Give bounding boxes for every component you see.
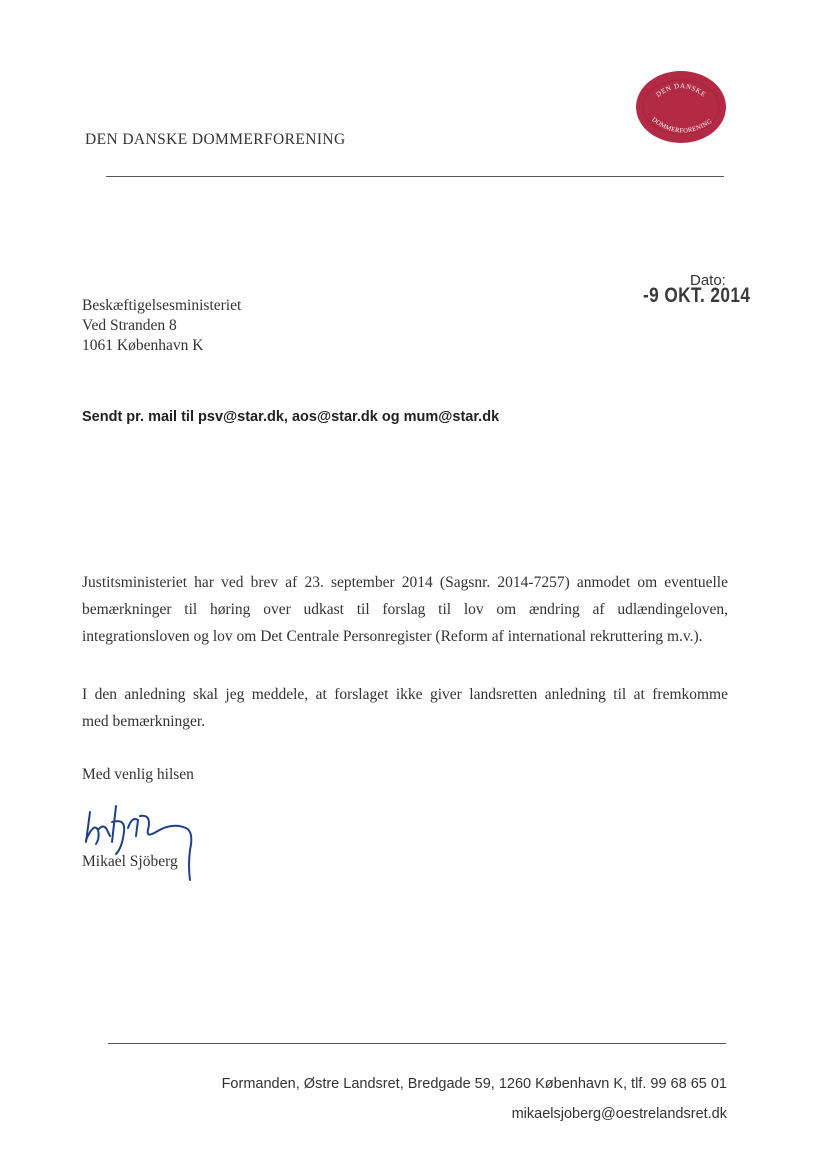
organization-seal-logo xyxy=(635,70,727,144)
recipient-city: 1061 København K xyxy=(82,337,204,354)
seal-text-top: DEN DANSKE xyxy=(654,81,708,99)
date-label: Dato: xyxy=(690,272,726,289)
footer-address: Formanden, Østre Landsret, Bredgade 59, 1260 København K, tlf. 99 68 65 01 xyxy=(221,1076,727,1092)
date-stamp: -9 OKT. 2014 xyxy=(643,284,751,307)
footer-divider xyxy=(108,1043,726,1044)
paragraph-line: med bemærkninger. xyxy=(82,713,206,730)
body-paragraph-1 xyxy=(82,569,728,650)
paragraph-line: I den anledning skal jeg meddele, at forslaget ikke giver landsretten anledning til at fremkomme xyxy=(82,686,728,703)
footer-email: mikaelsjoberg@oestrelandsret.dk xyxy=(511,1106,727,1122)
body-paragraph-2 xyxy=(82,681,728,735)
letterhead-organization: DEN DANSKE DOMMERFORENING xyxy=(85,131,346,148)
seal-text-bottom: DOMMERFORENING xyxy=(650,116,714,135)
recipient-name: Beskæftigelsesministeriet xyxy=(82,297,242,314)
recipient-street: Ved Stranden 8 xyxy=(82,317,177,334)
paragraph-line: bemærkninger til høring over udkast til forslag til lov om ændring af udlændingeloven, xyxy=(82,601,728,618)
paragraph-line: Justitsministeriet har ved brev af 23. september 2014 (Sagsnr. 2014-7257) anmodet om eventuelle xyxy=(82,574,728,591)
paragraph-line: integrationsloven og lov om Det Centrale Personregister (Reform af international rekruttering m.v.). xyxy=(82,628,703,645)
closing-salutation: Med venlig hilsen xyxy=(82,766,194,783)
sent-by-mail-line: Sendt pr. mail til psv@star.dk, aos@star.dk og mum@star.dk xyxy=(82,409,500,425)
signer-name: Mikael Sjöberg xyxy=(82,853,178,870)
header-divider xyxy=(106,176,724,177)
